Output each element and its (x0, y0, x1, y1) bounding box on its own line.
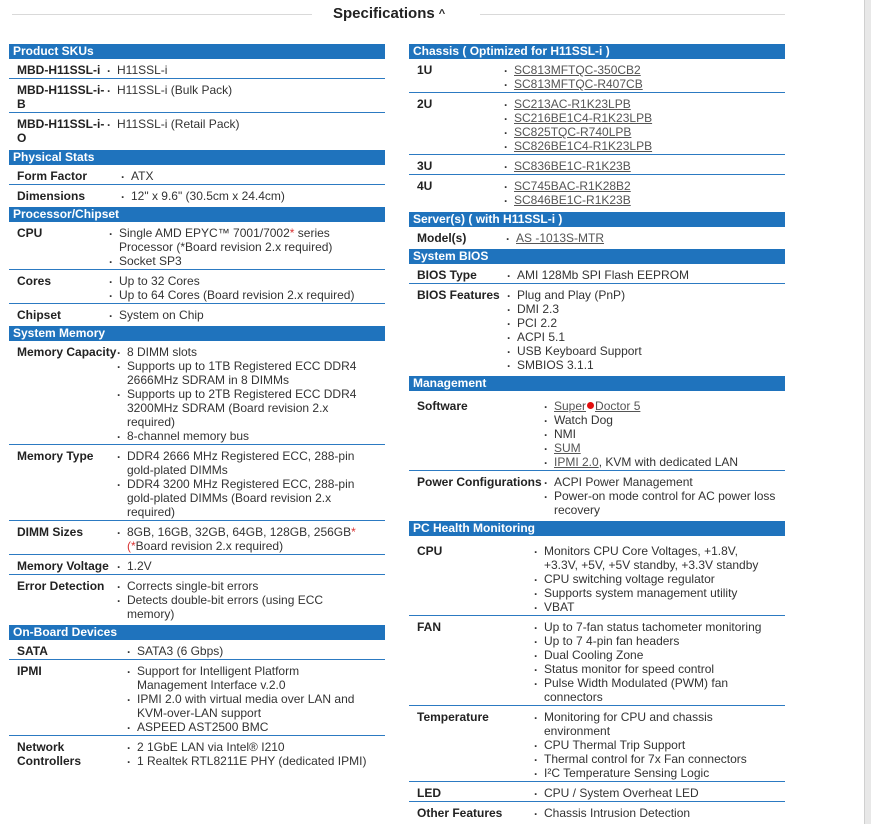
spec-value (121, 189, 285, 203)
chassis-link[interactable]: SC216BE1C4-R1K23LPB (514, 111, 653, 125)
spec-value (121, 169, 153, 183)
spec-label: BIOS Type (417, 268, 477, 282)
spec-label: 4U (417, 179, 433, 193)
spec-label: Other Features (417, 806, 503, 820)
spec-label: MBD-H11SSL-i-B (17, 83, 105, 111)
spec-item: . Up to 64 Cores (Board revision 2.x required) (109, 288, 354, 302)
chassis-link[interactable]: SC826BE1C4-R1K23LPB (514, 139, 653, 153)
spec-item: . Chassis Intrusion Detection (534, 806, 690, 820)
asterisk-mark: (* (127, 539, 136, 553)
server-link-item (506, 231, 604, 245)
spec-value (127, 664, 367, 734)
page-scrollbar[interactable] (864, 0, 871, 824)
spec-item: . Supports up to 1TB Registered ECC DDR4 2666MHz SDRAM in 8 DIMMs (117, 359, 362, 387)
spec-item: . H11SSL-i (107, 63, 167, 77)
spec-row-power-config (409, 473, 785, 518)
sum-link[interactable]: SUM (554, 441, 581, 455)
chassis-link-item (504, 97, 652, 111)
spec-row-dimensions (9, 187, 385, 204)
spec-item: . Corrects single-bit errors (117, 579, 362, 593)
title-divider-right (480, 14, 785, 15)
spec-value (534, 710, 774, 780)
spec-value (117, 525, 362, 553)
spec-item: . Thermal control for 7x Fan connectors (534, 752, 774, 766)
spec-value (127, 740, 367, 768)
section-header-management: Management (409, 376, 785, 391)
chassis-link[interactable]: SC745BAC-R1K28B2 (514, 179, 631, 193)
chassis-link-item (504, 77, 643, 91)
red-dot-icon (587, 402, 594, 409)
spec-value (504, 97, 652, 153)
spec-item: . DMI 2.3 (507, 302, 642, 316)
spec-item: . Up to 7 4-pin fan headers (534, 634, 774, 648)
spec-label: Dimensions (17, 189, 86, 203)
spec-value (504, 159, 631, 173)
spec-label: 1U (417, 63, 433, 77)
spec-item: . 12" x 9.6" (30.5cm x 24.4cm) (121, 189, 285, 203)
spec-item: . 2 1GbE LAN via Intel® I210 (127, 740, 367, 754)
spec-row-health-temperature (409, 708, 785, 782)
spec-item: . Supports up to 2TB Registered ECC DDR4 3200MHz SDRAM (Board revision 2.x required) (117, 387, 362, 429)
spec-label: IPMI (17, 664, 42, 678)
spec-value (117, 579, 362, 621)
spec-label: BIOS Features (417, 288, 500, 302)
spec-item: . CPU switching voltage regulator (534, 572, 774, 586)
spec-item: . CPU / System Overheat LED (534, 786, 699, 800)
chassis-link-item (504, 159, 631, 173)
chassis-link[interactable]: SC846BE1C-R1K23B (514, 193, 631, 207)
spec-row-sku (9, 61, 385, 79)
spec-row-chassis-2u (409, 95, 785, 155)
title-divider-left (12, 14, 312, 15)
spec-item: . Dual Cooling Zone (534, 648, 774, 662)
spec-item: . DDR4 2666 MHz Registered ECC, 288-pin gold-plated DIMMs (117, 449, 362, 477)
spec-label: SATA (17, 644, 48, 658)
spec-row-memory-voltage (9, 557, 385, 575)
spec-value (534, 806, 690, 820)
spec-label: MBD-H11SSL-i (17, 63, 101, 77)
spec-value (117, 345, 362, 443)
chassis-link[interactable]: SC213AC-R1K23LPB (514, 97, 631, 111)
spec-value (506, 231, 604, 245)
page-title[interactable]: Specifications ^ (333, 5, 446, 22)
section-header-chassis: Chassis ( Optimized for H11SSL-i ) (409, 44, 785, 59)
spec-label: Memory Type (17, 449, 94, 463)
spec-item: . VBAT (534, 600, 774, 614)
spec-row-sku-retail (9, 115, 385, 146)
chassis-link[interactable]: SC813MFTQC-R407CB (514, 77, 643, 91)
chevron-up-icon: ^ (438, 8, 446, 20)
spec-row-sku-bulk (9, 81, 385, 113)
spec-value (109, 226, 359, 268)
right-spec-column (409, 44, 785, 823)
spec-label: Memory Voltage (17, 559, 109, 573)
spec-item: . Pulse Width Modulated (PWM) fan connectors (534, 676, 774, 704)
spec-item: . 1 Realtek RTL8211E PHY (dedicated IPMI) (127, 754, 367, 768)
left-spec-column (9, 44, 385, 771)
spec-row-network (9, 738, 385, 769)
spec-value (534, 786, 699, 800)
section-header-physical-stats: Physical Stats (9, 150, 385, 165)
asterisk-mark: * (289, 226, 295, 240)
section-header-processor: Processor/Chipset (9, 207, 385, 222)
spec-row-health-fan (409, 618, 785, 706)
section-header-product-skus: Product SKUs (9, 44, 385, 59)
spec-value (507, 268, 689, 282)
spec-item: . IPMI 2.0 with virtual media over LAN and KVM-over-LAN support (127, 692, 367, 720)
spec-item: . AMI 128Mb SPI Flash EEPROM (507, 268, 689, 282)
spec-item: . Monitoring for CPU and chassis environment (534, 710, 774, 738)
server-model-link[interactable]: AS -1013S-MTR (516, 231, 605, 245)
spec-label: 2U (417, 97, 433, 111)
spec-value (534, 544, 774, 614)
spec-value (107, 83, 232, 111)
spec-item: . IPMI 2.0, KVM with dedicated LAN (544, 455, 738, 469)
chassis-link[interactable]: SC813MFTQC-350CB2 (514, 63, 641, 77)
spec-row-chassis-3u (409, 157, 785, 175)
spec-row-chipset (9, 306, 385, 323)
spec-row-error-detection (9, 577, 385, 622)
spec-value (117, 449, 362, 519)
spec-label: CPU (417, 544, 443, 558)
spec-item: . ACPI Power Management (544, 475, 779, 489)
section-header-servers: Server(s) ( with H11SSL-i ) (409, 212, 785, 227)
spec-item: . Support for Intelligent Platform Management Interface v.2.0 (127, 664, 367, 692)
spec-value (107, 117, 239, 145)
spec-value (534, 620, 774, 704)
spec-item: . Up to 32 Cores (109, 274, 354, 288)
spec-row-health-cpu (409, 542, 785, 616)
spec-value (507, 288, 642, 372)
spec-item: . Status monitor for speed control (534, 662, 774, 676)
chassis-link-item (504, 63, 643, 77)
spec-item: . CPU Thermal Trip Support (534, 738, 774, 752)
spec-value (109, 274, 354, 302)
spec-item: . Monitors CPU Core Voltages, +1.8V, +3.3V, +5V, +5V standby, +3.3V standby (534, 544, 774, 572)
spec-label: MBD-H11SSL-i-O (17, 117, 105, 145)
spec-label: CPU (17, 226, 43, 240)
section-header-system-memory: System Memory (9, 326, 385, 341)
spec-item: . USB Keyboard Support (507, 344, 642, 358)
spec-row-bios-type (409, 266, 785, 284)
spec-label: Memory Capacity (17, 345, 117, 359)
spec-item: . ATX (121, 169, 153, 183)
chassis-link-item (504, 125, 652, 139)
spec-row-chassis-1u (409, 61, 785, 93)
spec-row-cpu (9, 224, 385, 270)
section-header-pc-health: PC Health Monitoring (409, 521, 785, 536)
spec-item: . SMBIOS 3.1.1 (507, 358, 642, 372)
spec-label: Error Detection (17, 579, 105, 593)
spec-item: . Up to 7-fan status tachometer monitoring (534, 620, 774, 634)
spec-item: . H11SSL-i (Bulk Pack) (107, 83, 232, 97)
spec-item: . Plug and Play (PnP) (507, 288, 642, 302)
spec-row-memory-type (9, 447, 385, 521)
spec-label: LED (417, 786, 441, 800)
spec-label: Power Configurations (417, 475, 542, 489)
specifications-header[interactable] (0, 0, 871, 30)
spec-item: . Power-on mode control for AC power loss recovery (544, 489, 779, 517)
spec-item: . Socket SP3 (109, 254, 359, 268)
spec-item (544, 399, 738, 413)
spec-label: Cores (17, 274, 52, 288)
spec-row-software (409, 397, 785, 471)
spec-label: Model(s) (417, 231, 467, 245)
spec-item: . ASPEED AST2500 BMC (127, 720, 367, 734)
chassis-link-item (504, 139, 652, 153)
spec-value (504, 179, 631, 207)
chassis-link-item (504, 179, 631, 193)
spec-row-models (409, 229, 785, 246)
spec-item: . H11SSL-i (Retail Pack) (107, 117, 239, 131)
chassis-link[interactable]: SC825TQC-R740LPB (514, 125, 632, 139)
spec-value (107, 63, 167, 77)
spec-item: . Detects double-bit errors (using ECC memory) (117, 593, 362, 621)
spec-item: . System on Chip (109, 308, 204, 322)
spec-item: . 8-channel memory bus (117, 429, 362, 443)
spec-item: . 8GB, 16GB, 32GB, 64GB, 128GB, 256GB* (*Board revision 2.x required) (117, 525, 362, 553)
spec-value (544, 399, 738, 469)
spec-label: FAN (417, 620, 441, 634)
spec-item: . DDR4 3200 MHz Registered ECC, 288-pin gold-plated DIMMs (Board revision 2.x required) (117, 477, 362, 519)
spec-row-health-led (409, 784, 785, 802)
spec-value (109, 308, 204, 322)
spec-label: 3U (417, 159, 433, 173)
chassis-link-item (504, 111, 652, 125)
spec-value (117, 559, 152, 573)
spec-value (504, 63, 643, 91)
spec-item: . I²C Temperature Sensing Logic (534, 766, 774, 780)
spec-row-chassis-4u (409, 177, 785, 208)
spec-label: Form Factor (17, 169, 88, 183)
spec-row-memory-capacity (9, 343, 385, 445)
spec-label: Network Controllers (17, 740, 82, 768)
spec-item: . Supports system management utility (534, 586, 774, 600)
spec-row-cores (9, 272, 385, 304)
spec-item: . PCI 2.2 (507, 316, 642, 330)
spec-item: . Single AMD EPYC™ 7001/7002* series Processor (*Board revision 2.x required) (109, 226, 359, 254)
spec-row-bios-features (409, 286, 785, 373)
spec-item: . 8 DIMM slots (117, 345, 362, 359)
spec-row-form-factor (9, 167, 385, 185)
section-header-system-bios: System BIOS (409, 249, 785, 264)
spec-value (544, 475, 779, 517)
spec-row-sata (9, 642, 385, 660)
spec-label: Chipset (17, 308, 62, 322)
spec-row-ipmi (9, 662, 385, 736)
spec-label: Software (417, 399, 468, 413)
spec-item: . ACPI 5.1 (507, 330, 642, 344)
spec-item: . NMI (544, 427, 738, 441)
spec-item (544, 441, 738, 455)
spec-row-other-features (409, 804, 785, 821)
spec-item: . SATA3 (6 Gbps) (127, 644, 223, 658)
spec-label: DIMM Sizes (17, 525, 84, 539)
superdoctor-link[interactable]: Super Doctor 5 (554, 399, 641, 413)
spec-label: Temperature (417, 710, 489, 724)
chassis-link[interactable]: SC836BE1C-R1K23B (514, 159, 631, 173)
spec-value (127, 644, 223, 658)
chassis-link-item (504, 193, 631, 207)
ipmi-link[interactable]: IPMI 2.0 (554, 455, 599, 469)
asterisk-mark: * (351, 525, 356, 539)
spec-row-dimm-sizes (9, 523, 385, 555)
section-header-onboard-devices: On-Board Devices (9, 625, 385, 640)
spec-item: . Watch Dog (544, 413, 738, 427)
spec-item: . 1.2V (117, 559, 152, 573)
